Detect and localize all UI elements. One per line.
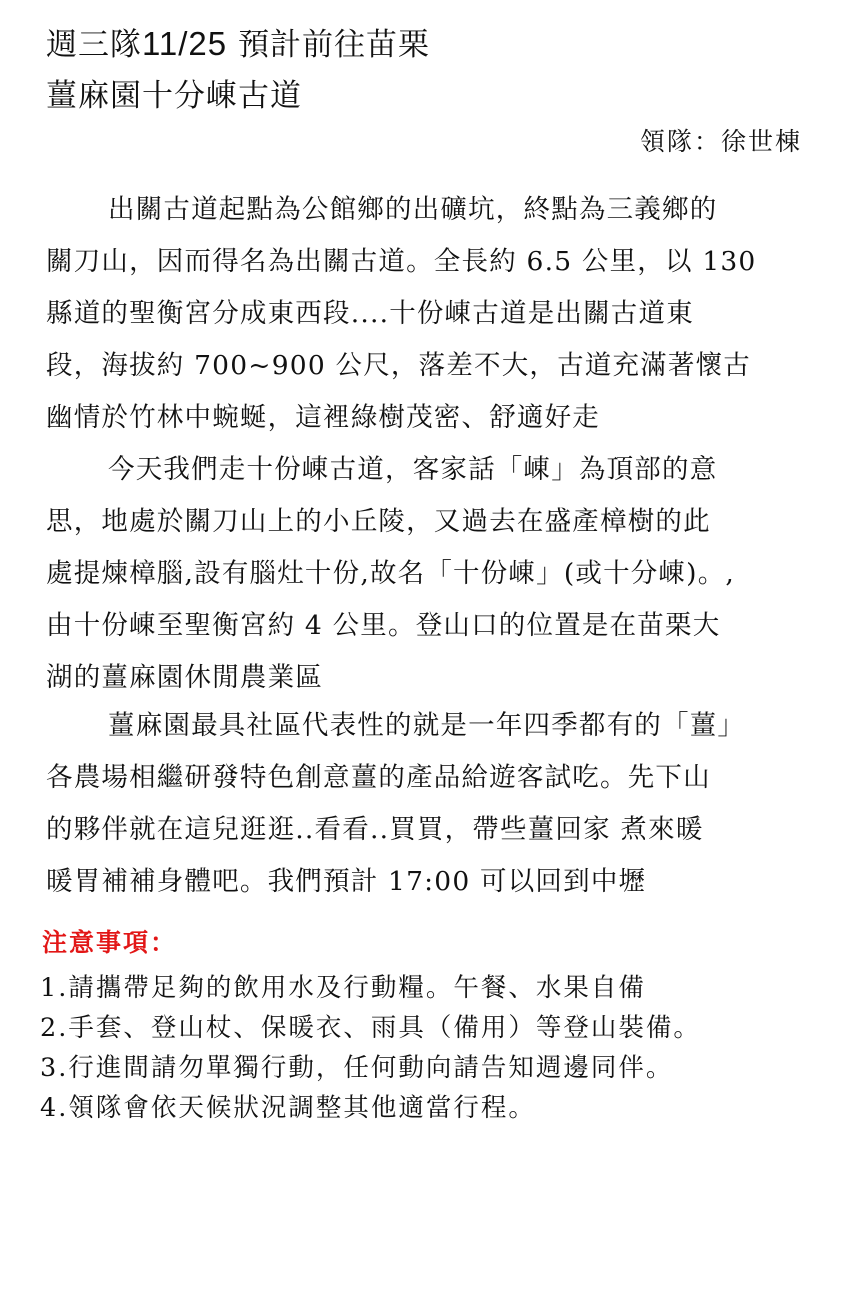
paragraph-line: 關刀山，因而得名為出關古道。全長約 6.5 公里，以 130 — [46, 246, 757, 277]
paragraph-1 — [46, 184, 836, 444]
paragraph-line: 出關古道起點為公館鄉的出礦坑，終點為三義鄉的 — [108, 194, 718, 225]
paragraph-line: 縣道的聖衡宮分成東西段....十份崠古道是出關古道東 — [46, 298, 694, 329]
notice-item: 3.行進間請勿單獨行動，任何動向請告知週邊同伴。 — [40, 1053, 674, 1083]
notice-item: 2.手套、登山杖、保暖衣、雨具（備用）等登山裝備。 — [40, 1013, 701, 1043]
notice-list — [40, 968, 701, 1128]
title-suffix: 預計前往苗栗 — [227, 27, 430, 63]
leader-credit: 領隊：徐世棟 — [639, 127, 802, 156]
paragraph-line: 思，地處於關刀山上的小丘陵，又過去在盛產樟樹的此 — [46, 506, 711, 537]
page-title — [46, 24, 430, 65]
page-subtitle: 薑麻園十分崠古道 — [46, 78, 302, 114]
paragraph-line: 的夥伴就在這兒逛逛..看看..買買，帶些薑回家 煮來暖 — [46, 814, 704, 845]
paragraph-line: 今天我們走十份崠古道，客家話「崠」為頂部的意 — [108, 454, 718, 485]
paragraph-line: 各農場相繼研發特色創意薑的產品給遊客試吃。先下山 — [46, 762, 711, 793]
paragraph-line: 由十份崠至聖衡宮約 4 公里。登山口的位置是在苗栗大 — [46, 610, 721, 641]
title-date: 11/25 — [142, 25, 228, 62]
paragraph-2 — [46, 444, 836, 704]
paragraph-3 — [46, 700, 836, 908]
title-prefix: 週三隊 — [46, 27, 142, 63]
notice-item: 4.領隊會依天候狀況調整其他適當行程。 — [40, 1093, 536, 1123]
paragraph-line: 薑麻園最具社區代表性的就是一年四季都有的「薑」 — [108, 710, 746, 741]
notice-item: 1.請攜帶足夠的飲用水及行動糧。午餐、水果自備 — [40, 973, 646, 1003]
paragraph-line: 處提煉樟腦,設有腦灶十份,故名「十份崠」(或十分崠)。, — [46, 558, 736, 589]
notice-heading: 注意事項： — [42, 928, 178, 957]
paragraph-line: 暖胃補補身體吧。我們預計 17:00 可以回到中壢 — [46, 866, 647, 897]
paragraph-line: 段，海拔約 700~900 公尺，落差不大，古道充滿著懷古 — [46, 350, 752, 381]
paragraph-line: 湖的薑麻園休閒農業區 — [46, 662, 323, 693]
paragraph-line: 幽情於竹林中蜿蜒，這裡綠樹茂密、舒適好走 — [46, 402, 600, 433]
